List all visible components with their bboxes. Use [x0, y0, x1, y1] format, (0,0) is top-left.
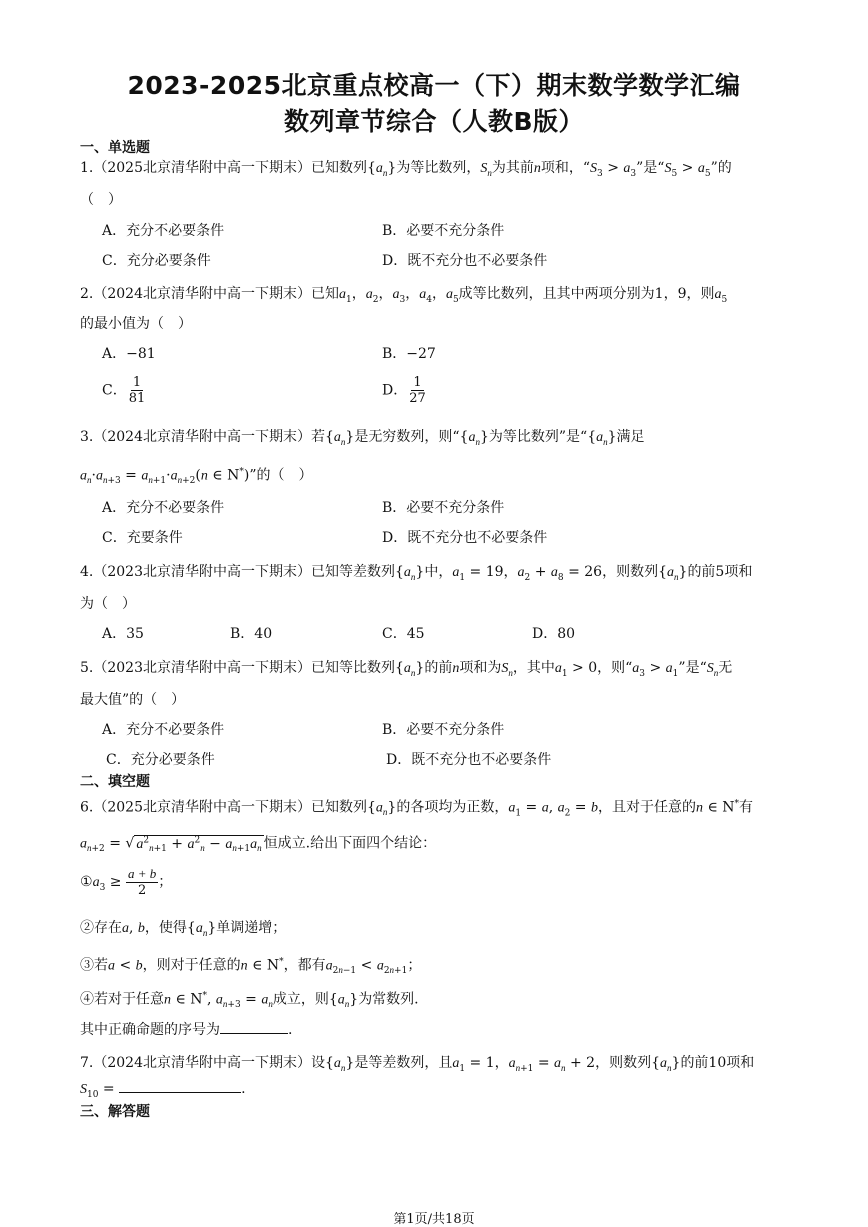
q6-statement-3: ③若a < b，则对于任意的n ∈ N*，都有$a_{2n-1} < a_{2n+1}$； [80, 957, 422, 977]
q3-option-d: D．既不充分也不必要条件 [382, 530, 548, 546]
question-7-line-2: $S_{10}$ = . [80, 1081, 246, 1100]
question-3-line-2: $a_n\cdot a_{n+3} = a_{n+1}\cdot a_{n+2}(n$ ∈ N*)”的（ ） [80, 467, 313, 487]
question-7: 7.（2024北京清华附中高一下期末）设$\{a_n\}$是等差数列，且$a_1 = 1$，$a_{n+1} = a_n + 2$，则数列$\{a_n\}$的前10项和 [80, 1055, 755, 1074]
q5-option-d: D．既不充分也不必要条件 [386, 752, 552, 768]
q6-statement-2: ②存在a, b，使得$\{a_n\}$单调递增； [80, 920, 287, 938]
question-3: 3.（2024北京清华附中高一下期末）若$\{a_n\}$是无穷数列，则“$\{a_n\}$为等比数列”是“$\{a_n\}$满足 [80, 429, 645, 447]
q6-statement-4: ④若对于任意n ∈ N*, $a_{n+3} = a_n$成立，则$\{a_n\}$为常数列. [80, 991, 419, 1011]
question-6-line-2: $a_{n+2}$ = √ $a^2_{n+1} + a^2_n - a_{n+1}a_n$ 恒成立.给出下面四个结论： [80, 835, 437, 855]
question-4: 4.（2023北京清华附中高一下期末）已知等差数列$\{a_n\}$中，$a_1 = 19$，$a_2 + a_8 = 26$，则数列$\{a_n\}$的前5项和 [80, 564, 753, 583]
question-6: 6.（2025北京清华附中高一下期末）已知数列$\{a_n\}$的各项均为正数，$a_1 = a$, $a_2 = b$，且对于任意的n ∈ N*有 [80, 799, 754, 819]
question-1: 1.（2025北京清华附中高一下期末）已知数列$\{a_n\}$为等比数列，$S_n$为其前n项和，“$S_3 > a_3$”是“$S_5 > a_5$”的 [80, 160, 732, 179]
q5-option-b: B．必要不充分条件 [382, 722, 505, 738]
fraction: $\frac{1}{27}$ [409, 375, 426, 406]
question-2-line-2: 的最小值为（ ） [80, 316, 192, 332]
question-4-line-2: 为（ ） [80, 596, 136, 612]
q3-option-c: C．充要条件 [102, 530, 183, 546]
q6-statement-1: $①a_3$ ≥ $\frac{a + b}{2}$ ； [80, 866, 173, 898]
q4-option-c: C．45 [382, 626, 425, 642]
answer-blank[interactable] [119, 1080, 241, 1093]
q1-option-b: B．必要不充分条件 [382, 223, 505, 239]
q4-option-d: D．80 [532, 626, 576, 642]
fraction: $\frac{1}{81}$ [128, 375, 146, 406]
question-5-line-2: 最大值”的（ ） [80, 692, 186, 708]
q4-option-b: B．40 [230, 626, 273, 642]
q5-option-a: A．充分不必要条件 [102, 722, 225, 738]
q2-option-c: C． $\frac{1}{81}$ [102, 375, 146, 406]
q1-option-c: C．充分必要条件 [102, 253, 211, 269]
question-5: 5.（2023北京清华附中高一下期末）已知等比数列$\{a_n\}$的前n项和为$S_n$，其中$a_1 > 0$，则“$a_3 > a_1$”是“$S_n$无 [80, 660, 733, 679]
page-footer: 第1页/共18页 [393, 1212, 475, 1227]
q1-option-a: A．充分不必要条件 [102, 223, 225, 239]
fraction: $\frac{a + b}{2}$ [127, 866, 157, 898]
q2-option-d: D． $\frac{1}{27}$ [382, 375, 426, 406]
section-fill-in: 二、填空题 [80, 774, 150, 790]
q2-option-a: A．−81 [102, 346, 156, 362]
title-line-2: 数列章节综合（人教B版） [283, 107, 585, 136]
title-line-1: 2023-2025北京重点校高一（下）期末数学数学汇编 [127, 71, 741, 100]
q6-question: 其中正确命题的序号为 . [80, 1022, 293, 1038]
q5-option-c: C．充分必要条件 [106, 752, 215, 768]
q1-option-d: D．既不充分也不必要条件 [382, 253, 548, 269]
q3-option-b: B．必要不充分条件 [382, 500, 505, 516]
answer-blank[interactable] [220, 1021, 288, 1034]
question-1-paren: （ ） [80, 192, 122, 208]
q2-option-b: B．−27 [382, 346, 436, 362]
q3-option-a: A．充分不必要条件 [102, 500, 225, 516]
question-2: 2.（2024北京清华附中高一下期末）已知$a_1$，$a_2$，$a_3$，$a_4$，$a_5$成等比数列，且其中两项分别为1，9，则$a_5$ [80, 286, 728, 305]
q4-option-a: A．35 [102, 626, 144, 642]
section-single-choice: 一、单选题 [80, 140, 150, 156]
section-answer: 三、解答题 [80, 1104, 150, 1120]
